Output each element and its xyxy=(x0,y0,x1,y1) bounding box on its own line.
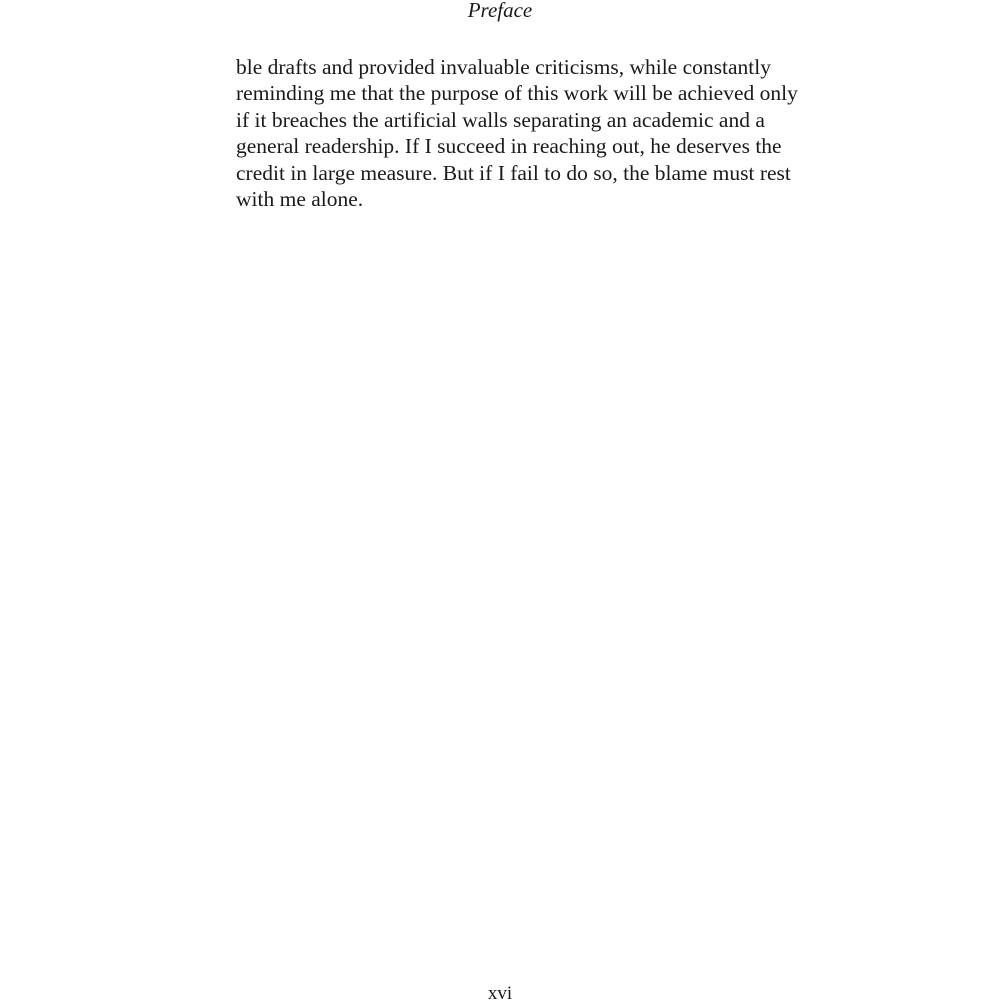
running-head: Preface xyxy=(467,0,533,22)
paragraph-line: reminding me that the purpose of this work will be achieved only xyxy=(236,81,798,106)
paragraph-line: ble drafts and provided invaluable criticisms, while constantly xyxy=(236,55,771,79)
paragraph-line: credit in large measure. But if I fail to do so, the blame must rest xyxy=(236,160,791,185)
paragraph-line: with me alone. xyxy=(236,187,364,212)
page-number: xvi xyxy=(487,983,513,1004)
paragraph-line: if it breaches the artificial walls separating an academic and a xyxy=(236,107,765,132)
body-paragraph xyxy=(236,54,798,212)
paragraph-line: general readership. If I succeed in reaching out, he deserves the xyxy=(236,134,782,159)
